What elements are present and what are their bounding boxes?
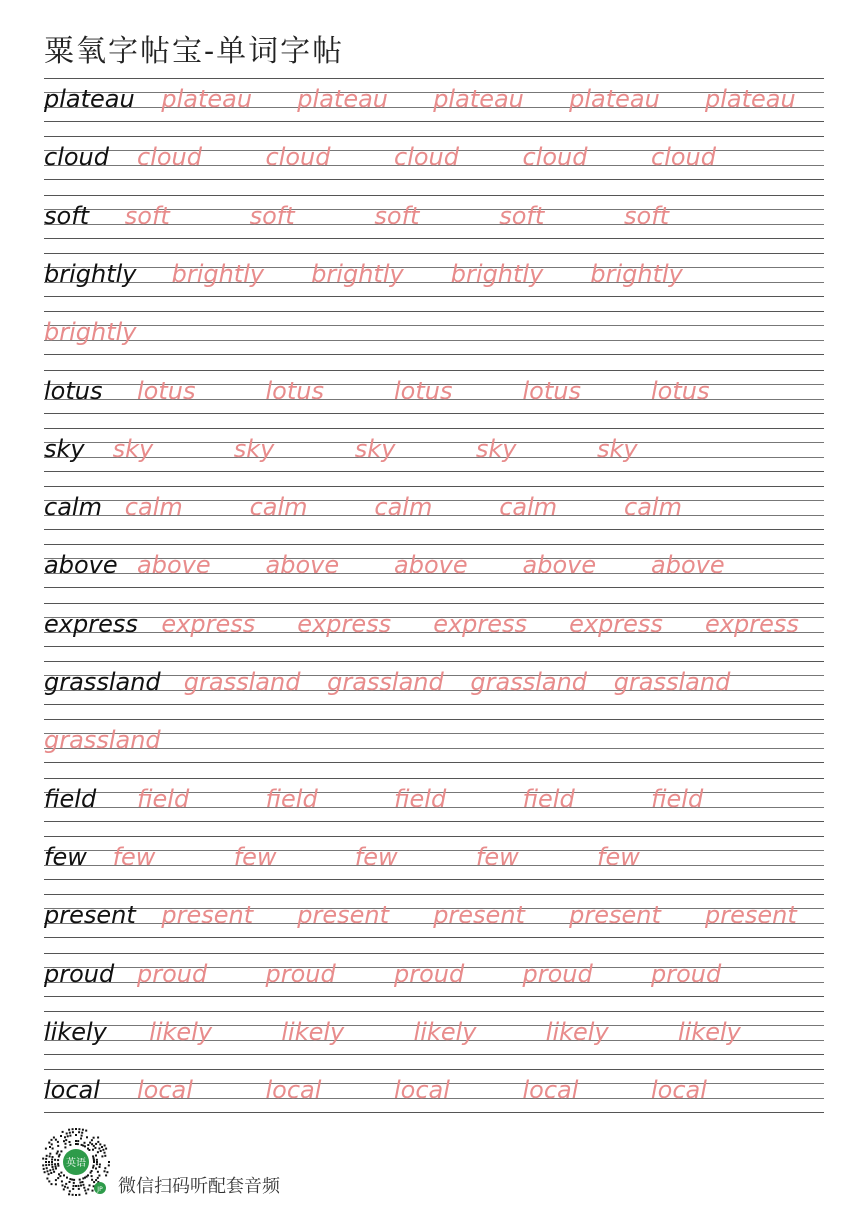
- trace-word: calm: [124, 493, 183, 522]
- model-word: field: [44, 784, 97, 813]
- practice-row: [44, 486, 824, 544]
- trace-word: cloud: [522, 143, 588, 172]
- trace-word: soft: [124, 201, 170, 230]
- trace-word: cloud: [137, 143, 202, 172]
- guide-line: [44, 195, 824, 196]
- guide-line: [44, 661, 824, 662]
- model-word: calm: [44, 493, 102, 522]
- trace-word: plateau: [705, 85, 796, 113]
- trace-word: proud: [394, 959, 465, 988]
- trace-word: likely: [678, 1017, 741, 1046]
- trace-word: likely: [149, 1017, 213, 1046]
- trace-word: local: [394, 1076, 450, 1105]
- guide-line: [44, 865, 824, 866]
- trace-word: field: [265, 784, 318, 813]
- trace-word: soft: [374, 201, 420, 230]
- trace-word: soft: [249, 201, 295, 230]
- trace-word: field: [522, 784, 575, 813]
- trace-word: calm: [374, 493, 433, 522]
- trace-word: above: [522, 551, 597, 580]
- trace-word: grassland: [183, 668, 301, 696]
- trace-word: brightly: [590, 259, 683, 288]
- practice-row: [44, 894, 824, 952]
- guide-line: [44, 486, 824, 487]
- practice-row: [44, 836, 824, 894]
- model-word: few: [44, 842, 87, 871]
- guide-line: [44, 471, 824, 472]
- trace-word: few: [233, 842, 277, 871]
- guide-line: [44, 719, 824, 720]
- guide-line: [44, 340, 824, 341]
- model-word: express: [44, 609, 138, 638]
- trace-word: above: [265, 551, 340, 580]
- model-word: likely: [44, 1017, 107, 1046]
- trace-word: sky: [112, 434, 154, 463]
- trace-word: brightly: [171, 259, 265, 288]
- guide-line: [44, 311, 824, 312]
- trace-word: calm: [499, 493, 558, 522]
- model-word: soft: [44, 201, 90, 230]
- trace-word: brightly: [311, 259, 404, 288]
- trace-word: likely: [281, 1017, 345, 1046]
- model-word: cloud: [44, 143, 109, 172]
- trace-word: lotus: [522, 376, 581, 405]
- trace-word: proud: [651, 959, 722, 988]
- guide-line: [44, 937, 824, 938]
- practice-row: [44, 603, 824, 661]
- guide-line: [44, 1112, 824, 1113]
- practice-row: [44, 1069, 824, 1127]
- practice-row: [44, 311, 824, 369]
- trace-word: express: [705, 609, 799, 638]
- trace-word: soft: [499, 201, 545, 230]
- guide-line: [44, 457, 824, 458]
- footer-caption: 微信扫码听配套音频: [118, 1176, 280, 1197]
- trace-word: few: [475, 842, 519, 871]
- practice-row: [44, 1011, 824, 1069]
- trace-word: above: [651, 551, 725, 580]
- guide-line: [44, 544, 824, 545]
- trace-word: above: [394, 551, 468, 580]
- guide-line: [44, 603, 824, 604]
- trace-word: few: [354, 842, 398, 871]
- trace-word: lotus: [265, 376, 324, 405]
- trace-word: express: [297, 609, 392, 638]
- trace-word: proud: [522, 959, 593, 988]
- trace-word: present: [161, 901, 254, 930]
- guide-line: [44, 748, 824, 749]
- guide-line: [44, 836, 824, 837]
- guide-line: [44, 646, 824, 647]
- trace-word: grassland: [327, 668, 444, 696]
- guide-line: [44, 442, 824, 443]
- guide-line: [44, 850, 824, 851]
- trace-word: field: [137, 784, 190, 813]
- guide-line: [44, 78, 824, 79]
- practice-row: [44, 428, 824, 486]
- trace-word: calm: [624, 493, 682, 522]
- practice-row: [44, 253, 824, 311]
- guide-line: [44, 762, 824, 763]
- practice-row: [44, 78, 824, 136]
- trace-word: local: [651, 1076, 707, 1105]
- trace-word: local: [522, 1076, 579, 1105]
- model-word: present: [44, 901, 136, 930]
- trace-word: above: [137, 551, 211, 580]
- qr-corner-label: JP: [97, 1186, 103, 1193]
- model-word: local: [44, 1076, 100, 1105]
- model-word: grassland: [44, 668, 161, 696]
- guide-line: [44, 704, 824, 705]
- guide-line: [44, 354, 824, 355]
- trace-word: lotus: [394, 376, 453, 405]
- trace-word: plateau: [161, 85, 253, 113]
- trace-word: field: [651, 784, 704, 813]
- guide-line: [44, 370, 824, 371]
- practice-row: [44, 778, 824, 836]
- guide-line: [44, 428, 824, 429]
- guide-line: [44, 296, 824, 297]
- guide-line: [44, 733, 824, 734]
- trace-word: express: [161, 609, 256, 638]
- trace-word: local: [265, 1076, 322, 1105]
- model-word: brightly: [44, 259, 137, 288]
- trace-word: express: [569, 609, 663, 638]
- trace-word: cloud: [651, 143, 716, 172]
- guide-line: [44, 179, 824, 180]
- qr-code-icon[interactable]: [40, 1126, 112, 1198]
- trace-word: express: [433, 609, 528, 638]
- guide-line: [44, 821, 824, 822]
- trace-word: sky: [597, 434, 638, 463]
- qr-badge-label: 英语: [66, 1158, 86, 1169]
- practice-row: [44, 136, 824, 194]
- trace-word: plateau: [433, 85, 524, 113]
- trace-word: sky: [475, 434, 517, 463]
- guide-line: [44, 953, 824, 954]
- guide-line: [44, 879, 824, 880]
- guide-line: [44, 413, 824, 414]
- practice-row: [44, 370, 824, 428]
- practice-row: [44, 953, 824, 1011]
- trace-word: grassland: [613, 668, 731, 696]
- trace-word: brightly: [44, 318, 137, 347]
- practice-row: [44, 195, 824, 253]
- guide-line: [44, 996, 824, 997]
- trace-word: cloud: [394, 143, 459, 172]
- trace-word: proud: [265, 959, 336, 988]
- trace-word: lotus: [137, 376, 196, 405]
- guide-line: [44, 1011, 824, 1012]
- practice-row: [44, 719, 824, 777]
- guide-line: [44, 253, 824, 254]
- trace-word: likely: [413, 1017, 477, 1046]
- model-word: plateau: [44, 85, 135, 113]
- trace-word: few: [597, 842, 640, 871]
- guide-line: [44, 1054, 824, 1055]
- guide-line: [44, 136, 824, 137]
- trace-word: plateau: [569, 85, 660, 113]
- model-word: sky: [44, 434, 85, 463]
- trace-word: soft: [624, 201, 670, 230]
- model-word: proud: [44, 959, 115, 988]
- trace-word: plateau: [297, 85, 388, 113]
- trace-word: sky: [354, 434, 396, 463]
- trace-word: local: [137, 1076, 193, 1105]
- model-word: lotus: [44, 376, 103, 405]
- guide-line: [44, 238, 824, 239]
- trace-word: sky: [233, 434, 275, 463]
- trace-word: present: [433, 901, 525, 930]
- practice-row: [44, 544, 824, 602]
- trace-word: lotus: [651, 376, 710, 405]
- guide-line: [44, 894, 824, 895]
- footer: [40, 1126, 440, 1206]
- trace-word: field: [394, 784, 447, 813]
- trace-word: cloud: [265, 143, 331, 172]
- practice-row: [44, 661, 824, 719]
- trace-word: likely: [545, 1017, 609, 1046]
- trace-word: present: [705, 901, 797, 930]
- guide-line: [44, 325, 824, 326]
- guide-line: [44, 282, 824, 283]
- trace-word: brightly: [450, 259, 544, 288]
- model-word: above: [44, 551, 118, 580]
- trace-word: grassland: [44, 726, 161, 755]
- trace-word: calm: [249, 493, 308, 522]
- guide-line: [44, 529, 824, 530]
- guide-line: [44, 1069, 824, 1070]
- guide-line: [44, 267, 824, 268]
- trace-word: present: [569, 901, 661, 930]
- guide-line: [44, 587, 824, 588]
- guide-line: [44, 121, 824, 122]
- trace-word: few: [112, 842, 156, 871]
- trace-word: present: [297, 901, 390, 930]
- trace-word: grassland: [470, 668, 588, 696]
- page-title: 粟氧字帖宝-单词字帖: [44, 34, 345, 69]
- guide-line: [44, 778, 824, 779]
- trace-word: proud: [137, 959, 208, 988]
